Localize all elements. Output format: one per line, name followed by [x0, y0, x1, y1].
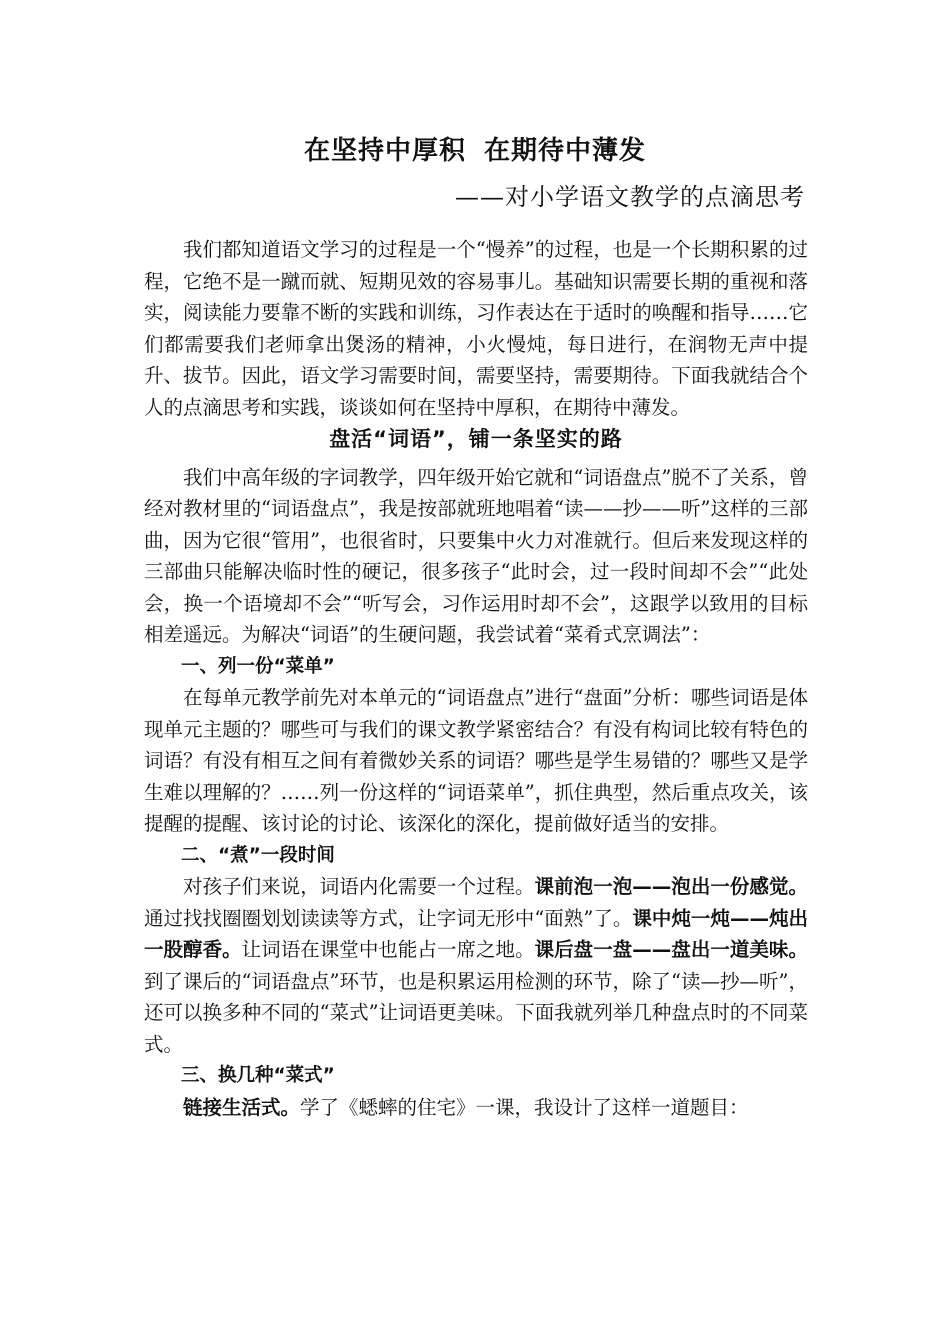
title-part-1: 在坚持中厚积 [303, 136, 466, 166]
document-body [144, 234, 808, 1123]
page-subtitle: ——对小学语文教学的点滴思考 [455, 183, 805, 211]
cook-paragraph [144, 871, 808, 1060]
intro-paragraph: 我们都知道语文学习的过程是一个“慢养”的过程，也是一个长期积累的过程，它绝不是一蹴而就、短期见效的容易事儿。基础知识需要长期的重视和落实，阅读能力要靠不断的实践和训练，习作表达在于适时的唤醒和指导……它们都需要我们老师拿出煲汤的精神，小火慢炖，每日进行，在润物无声中提升、拔节。因此，语文学习需要时间，需要坚持，需要期待。下面我就结合个人的点滴思考和实践，谈谈如何在坚持中厚积，在期待中薄发。 [144, 238, 808, 419]
dishes-lead: 链接生活式。 [183, 1095, 301, 1119]
page-title [0, 130, 950, 167]
cook-bold-1: 课前泡一泡——泡出一份感觉。 [534, 875, 808, 898]
section-paragraph: 我们中高年级的字词教学，四年级开始它就和“词语盘点”脱不了关系，曾经对教材里的“词语盘点”，我是按部就班地唱着“读——抄——听”这样的三部曲，因为它很“管用”，也很省时，只要集中火力对准就行。但后来发现这样的三部曲只能解决临时性的硬记，很多孩子“此时会，过一段时间却不会”“此处会，换一个语境却不会”“听写会，习作运用时却不会”，这跟学以致用的目标相差遥远。为解决“词语”的生硬问题，我尝试着“菜肴式烹调法”： [144, 465, 808, 646]
cook-text-3: 让词语在课堂中也能占一席之地。 [241, 938, 535, 961]
menu-paragraph: 在每单元教学前先对本单元的“词语盘点”进行“盘面”分析：哪些词语是体现单元主题的？哪些可与我们的课文教学紧密结合？有没有构词比较有特色的词语？有没有相互之间有着微妙关系的词语？哪些是学生易错的？哪些又是学生难以理解的？……列一份这样的“词语菜单”，抓住典型，然后重点攻关，该提醒的提醒、该讨论的讨论、该深化的深化，提前做好适当的安排。 [144, 686, 808, 835]
subheading-dishes: 三、换几种“菜式” [181, 1065, 335, 1086]
cook-bold-2: 课中炖一炖——炖出一股醇香。 [144, 906, 808, 961]
title-part-2: 在期待中薄发 [484, 136, 647, 166]
subheading-cook: 二、“煮”一段时间 [181, 844, 335, 866]
dishes-paragraph [144, 1092, 808, 1124]
cook-text-2: 通过找找圈圈划划读读等方式，让字词无形中“面熟”了。 [144, 906, 633, 930]
dishes-text: 学了《蟋蟀的住宅》一课，我设计了这样一道题目： [300, 1095, 749, 1119]
cook-text-1: 对孩子们来说，词语内化需要一个过程。 [183, 875, 535, 898]
section-heading: 盘活“词语”，铺一条坚实的路 [329, 427, 623, 451]
cook-text-4: 到了课后的“词语盘点”环节，也是积累运用检测的环节，除了“读—抄—听”，还可以换多种不同的“菜式”让词语更美味。下面我就列举几种盘点时的不同菜式。 [144, 969, 808, 1056]
cook-bold-3: 课后盘一盘——盘出一道美味。 [534, 938, 808, 961]
subheading-menu: 一、列一份“菜单” [181, 655, 335, 677]
